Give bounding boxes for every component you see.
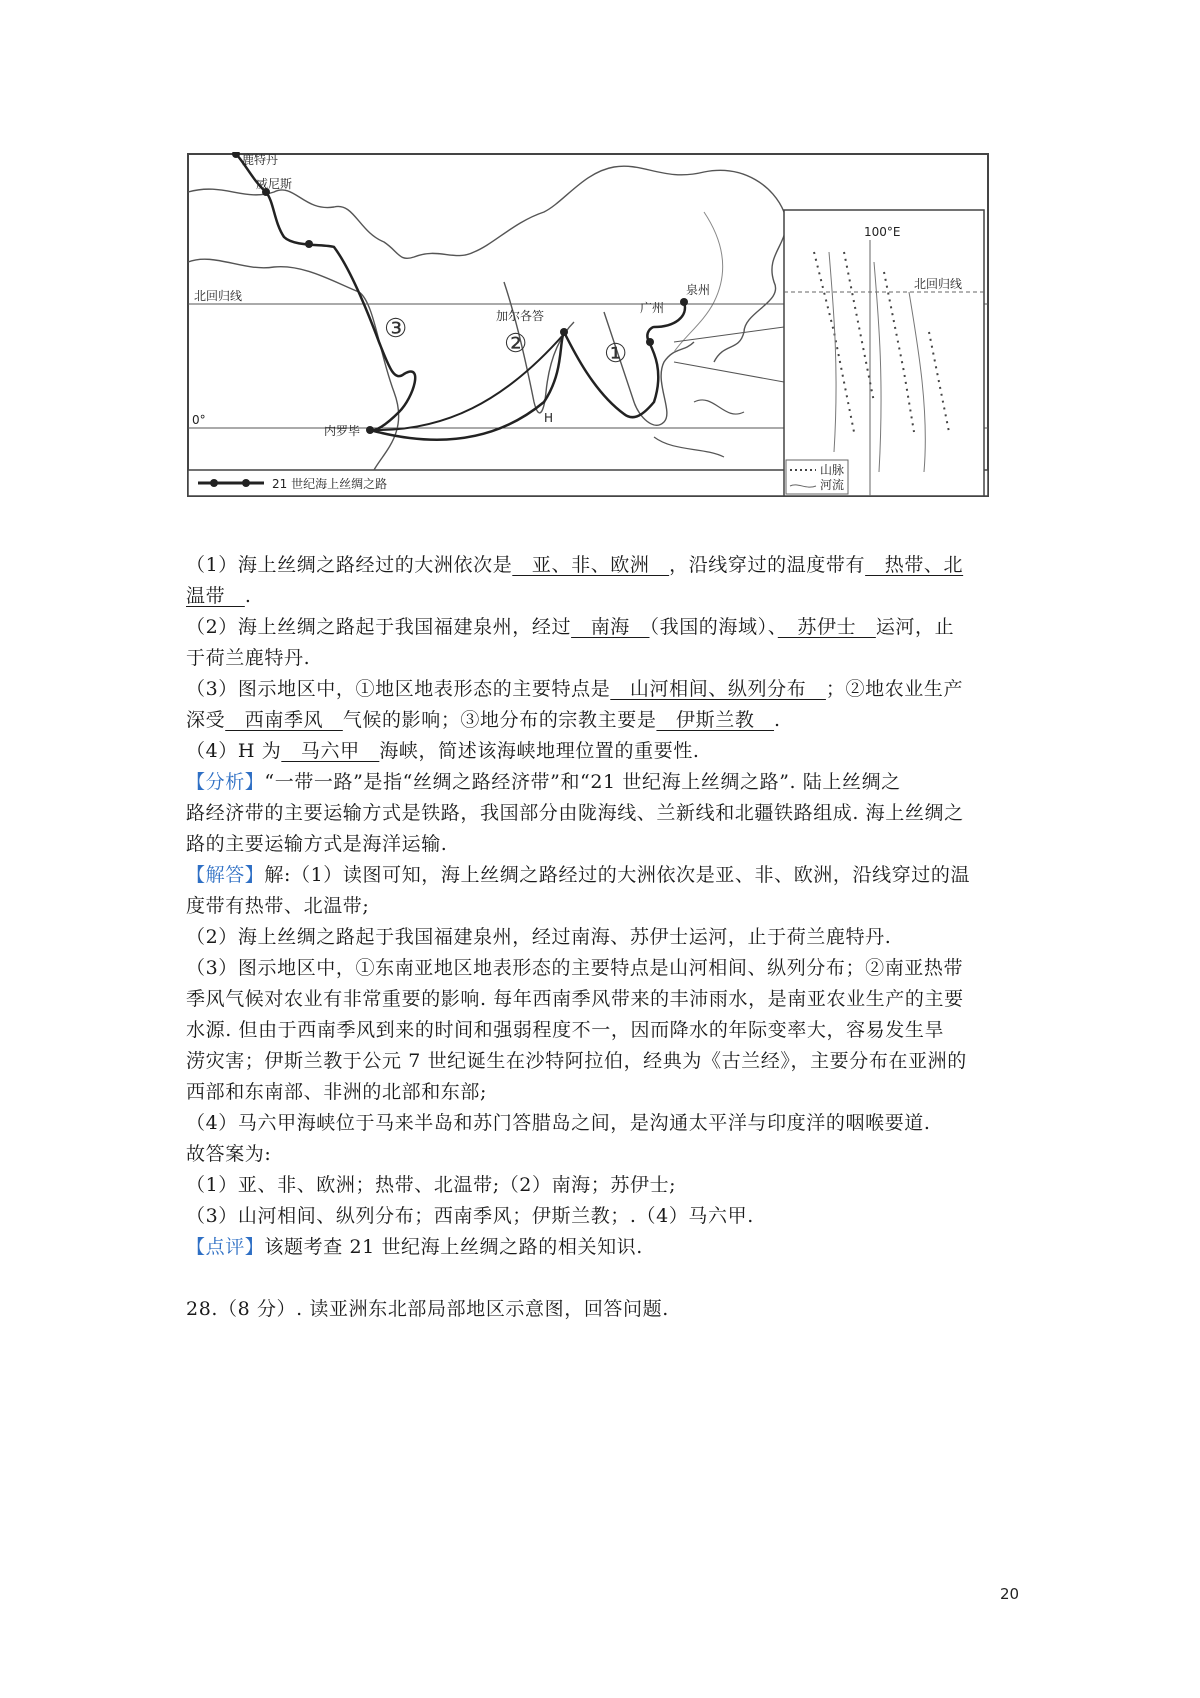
answer-tag: 【解答】 bbox=[186, 864, 265, 886]
analysis-line-2: 路经济带的主要运输方式是铁路，我国部分由陇海线、兰新线和北疆铁路组成. 海上丝绸之 bbox=[186, 802, 964, 824]
q2-line-1: （2）海上丝绸之路起于我国福建泉州，经过 南海 （我国的海域）、 苏伊士 运河，止 bbox=[186, 616, 955, 638]
nairobi-point bbox=[366, 426, 374, 434]
equator-label: 0° bbox=[192, 413, 206, 427]
kolkata-point bbox=[560, 328, 568, 336]
q2-answer-sea: 南海 bbox=[571, 616, 650, 638]
q2-answer-canal: 苏伊士 bbox=[777, 616, 876, 638]
q3-answer-religion: 伊斯兰教 bbox=[656, 709, 775, 731]
answer-line-5: 季风气候对农业有非常重要的影响. 每年西南季风带来的丰沛雨水，是南亚农业生产的主要 bbox=[186, 988, 964, 1010]
page-number: 20 bbox=[1000, 1585, 1020, 1603]
nairobi-label: 内罗毕 bbox=[324, 424, 361, 438]
circle-1-label: ① bbox=[604, 339, 628, 369]
question-28: 28.（8 分）. 读亚洲东北部局部地区示意图，回答问题. bbox=[186, 1298, 669, 1320]
answer-line-2: 度带有热带、北温带; bbox=[186, 895, 370, 917]
answer-line-9: （4）马六甲海峡位于马来半岛和苏门答腊岛之间，是沟通太平洋与印度洋的咽喉要道. bbox=[186, 1112, 931, 1134]
legend-label: 21 世纪海上丝绸之路 bbox=[272, 477, 388, 491]
comment-tag: 【点评】 bbox=[186, 1236, 265, 1258]
q3-answer-landform: 山河相间、纵列分布 bbox=[610, 678, 826, 700]
q3-line-1: （3）图示地区中，①地区地表形态的主要特点是 山河相间、纵列分布 ；②地农业生产 bbox=[186, 678, 964, 700]
q1-answer-zones: 热带、北 bbox=[865, 554, 964, 576]
answer-line-4: （3）图示地区中，①东南亚地区地表形态的主要特点是山河相间、纵列分布；②南亚热带 bbox=[186, 957, 964, 979]
venice-label: 威尼斯 bbox=[256, 177, 293, 191]
q2-line-2: 于荷兰鹿特丹. bbox=[186, 647, 311, 669]
silk-road-map bbox=[184, 152, 1076, 544]
inset-legend-mountain: 山脉 bbox=[820, 463, 845, 477]
comment-line: 【点评】该题考查 21 世纪海上丝绸之路的相关知识. bbox=[186, 1236, 643, 1258]
answer-line-12: （3）山河相间、纵列分布；西南季风；伊斯兰教；.（4）马六甲. bbox=[186, 1205, 754, 1227]
analysis-tag: 【分析】 bbox=[186, 771, 265, 793]
tropic-label: 北回归线 bbox=[194, 289, 243, 303]
guangzhou-label: 广州 bbox=[640, 301, 665, 315]
silk-road-map-figure bbox=[184, 152, 1076, 544]
answer-line-6: 水源. 但由于西南季风到来的时间和强弱程度不一，因而降水的年际变率大，容易发生旱 bbox=[186, 1019, 945, 1041]
answer-line-3: （2）海上丝绸之路起于我国福建泉州，经过南海、苏伊士运河，止于荷兰鹿特丹. bbox=[186, 926, 892, 948]
h-label: H bbox=[544, 411, 554, 425]
answer-line-7: 涝灾害；伊斯兰教于公元 7 世纪诞生在沙特阿拉伯，经典为《古兰经》，主要分布在亚洲的 bbox=[186, 1050, 967, 1072]
q3-line-2: 深受 西南季风 气候的影响；③地分布的宗教主要是 伊斯兰教 . bbox=[186, 709, 781, 731]
answer-text bbox=[186, 550, 1028, 1325]
quanzhou-point bbox=[680, 298, 688, 306]
q1-answer-continents: 亚、非、欧洲 bbox=[512, 554, 670, 576]
answer-line-8: 西部和东南部、非洲的北部和东部; bbox=[186, 1081, 488, 1103]
answer-line-11: （1）亚、非、欧洲；热带、北温带;（2）南海；苏伊士; bbox=[186, 1174, 677, 1196]
q3-answer-monsoon: 西南季风 bbox=[225, 709, 343, 731]
quanzhou-label: 泉州 bbox=[686, 283, 711, 297]
analysis-line-3: 路的主要运输方式是海洋运输. bbox=[186, 833, 448, 855]
analysis-line-1: 【分析】“一带一路”是指“丝绸之路经济带”和“21 世纪海上丝绸之路”. 陆上丝绸之 bbox=[186, 771, 901, 793]
q4-answer-strait: 马六甲 bbox=[281, 740, 380, 762]
answer-line-1: 【解答】解:（1）读图可知，海上丝绸之路经过的大洲依次是亚、非、欧洲，沿线穿过的温 bbox=[186, 864, 971, 886]
q4-line: （4）H 为 马六甲 海峡，简述该海峡地理位置的重要性. bbox=[186, 740, 700, 762]
inset-legend-river: 河流 bbox=[820, 478, 845, 492]
q1-line-1: （1）海上丝绸之路经过的大洲依次是 亚、非、欧洲 ，沿线穿过的温度带有 热带、北 bbox=[186, 554, 964, 576]
rotterdam-label: 鹿特丹 bbox=[242, 153, 279, 167]
q1-line-2: 温带 . bbox=[186, 585, 252, 607]
kolkata-label: 加尔各答 bbox=[496, 309, 545, 323]
circle-3-label: ③ bbox=[384, 314, 408, 344]
inset-tropic-label: 北回归线 bbox=[914, 277, 963, 291]
answer-line-10: 故答案为: bbox=[186, 1143, 272, 1165]
inset-lon-label: 100°E bbox=[864, 225, 901, 239]
circle-2-label: ② bbox=[504, 329, 528, 359]
